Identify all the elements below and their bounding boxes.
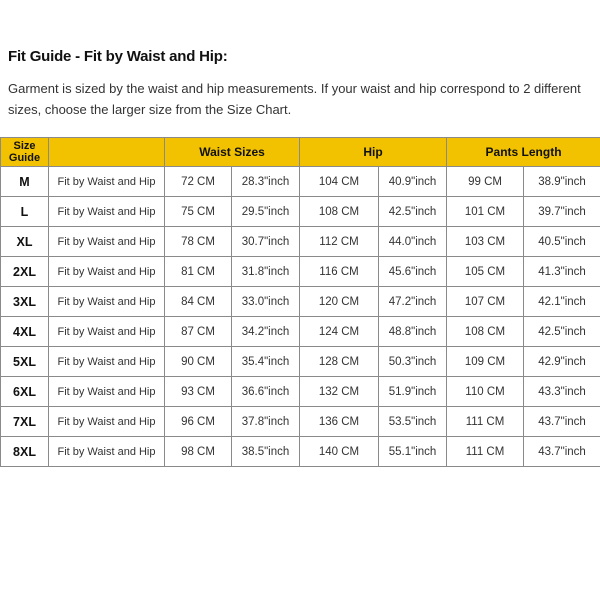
- fit-cell: Fit by Waist and Hip: [49, 347, 165, 377]
- waist-inch-cell: 38.5"inch: [232, 437, 300, 467]
- waist-cm-cell: 78 CM: [165, 227, 232, 257]
- size-cell: 6XL: [1, 377, 49, 407]
- hip-cm-cell: 140 CM: [300, 437, 379, 467]
- hip-cm-cell: 116 CM: [300, 257, 379, 287]
- waist-inch-cell: 34.2"inch: [232, 317, 300, 347]
- table-header-row: [1, 138, 600, 167]
- hip-cm-cell: 112 CM: [300, 227, 379, 257]
- fit-guide-intro: Garment is sized by the waist and hip measurements. If your waist and hip correspond to 2 different sizes, choose the larger size from the Size Chart.: [8, 81, 581, 117]
- length-cm-cell: 107 CM: [447, 287, 524, 317]
- waist-inch-cell: 29.5"inch: [232, 197, 300, 227]
- hip-cm-cell: 128 CM: [300, 347, 379, 377]
- hip-inch-cell: 51.9"inch: [379, 377, 447, 407]
- table-row: [1, 227, 600, 257]
- length-inch-cell: 42.9"inch: [524, 347, 600, 377]
- length-inch-cell: 43.7"inch: [524, 437, 600, 467]
- header-pants-length: Pants Length: [447, 138, 600, 167]
- size-cell: 8XL: [1, 437, 49, 467]
- size-cell: 3XL: [1, 287, 49, 317]
- hip-inch-cell: 47.2"inch: [379, 287, 447, 317]
- waist-inch-cell: 35.4"inch: [232, 347, 300, 377]
- hip-inch-cell: 48.8"inch: [379, 317, 447, 347]
- hip-inch-cell: 53.5"inch: [379, 407, 447, 437]
- waist-cm-cell: 84 CM: [165, 287, 232, 317]
- length-cm-cell: 108 CM: [447, 317, 524, 347]
- waist-inch-cell: 30.7"inch: [232, 227, 300, 257]
- size-cell: M: [1, 167, 49, 197]
- length-cm-cell: 101 CM: [447, 197, 524, 227]
- waist-cm-cell: 75 CM: [165, 197, 232, 227]
- size-cell: 4XL: [1, 317, 49, 347]
- table-body: [1, 167, 600, 467]
- length-inch-cell: 41.3"inch: [524, 257, 600, 287]
- hip-inch-cell: 50.3"inch: [379, 347, 447, 377]
- size-cell: XL: [1, 227, 49, 257]
- hip-cm-cell: 104 CM: [300, 167, 379, 197]
- length-inch-cell: 43.7"inch: [524, 407, 600, 437]
- hip-cm-cell: 132 CM: [300, 377, 379, 407]
- waist-cm-cell: 81 CM: [165, 257, 232, 287]
- hip-inch-cell: 44.0"inch: [379, 227, 447, 257]
- waist-inch-cell: 37.8"inch: [232, 407, 300, 437]
- fit-cell: Fit by Waist and Hip: [49, 287, 165, 317]
- length-cm-cell: 105 CM: [447, 257, 524, 287]
- header-fit-blank: [49, 138, 165, 167]
- table-row: [1, 347, 600, 377]
- fit-cell: Fit by Waist and Hip: [49, 437, 165, 467]
- hip-cm-cell: 108 CM: [300, 197, 379, 227]
- size-chart-table: [0, 137, 600, 467]
- hip-inch-cell: 45.6"inch: [379, 257, 447, 287]
- length-cm-cell: 110 CM: [447, 377, 524, 407]
- fit-guide-title: Fit Guide - Fit by Waist and Hip:: [8, 48, 228, 65]
- waist-cm-cell: 90 CM: [165, 347, 232, 377]
- fit-cell: Fit by Waist and Hip: [49, 407, 165, 437]
- waist-inch-cell: 31.8"inch: [232, 257, 300, 287]
- size-cell: 2XL: [1, 257, 49, 287]
- table-row: [1, 257, 600, 287]
- length-inch-cell: 39.7"inch: [524, 197, 600, 227]
- waist-cm-cell: 87 CM: [165, 317, 232, 347]
- waist-cm-cell: 96 CM: [165, 407, 232, 437]
- waist-cm-cell: 93 CM: [165, 377, 232, 407]
- length-cm-cell: 99 CM: [447, 167, 524, 197]
- fit-cell: Fit by Waist and Hip: [49, 197, 165, 227]
- header-size-guide: Size Guide: [1, 138, 49, 167]
- size-cell: 5XL: [1, 347, 49, 377]
- waist-inch-cell: 36.6"inch: [232, 377, 300, 407]
- length-cm-cell: 111 CM: [447, 407, 524, 437]
- header-hip: Hip: [300, 138, 447, 167]
- fit-cell: Fit by Waist and Hip: [49, 227, 165, 257]
- waist-cm-cell: 98 CM: [165, 437, 232, 467]
- length-inch-cell: 40.5"inch: [524, 227, 600, 257]
- size-cell: 7XL: [1, 407, 49, 437]
- waist-cm-cell: 72 CM: [165, 167, 232, 197]
- hip-inch-cell: 42.5"inch: [379, 197, 447, 227]
- hip-cm-cell: 120 CM: [300, 287, 379, 317]
- header-waist-sizes: Waist Sizes: [165, 138, 300, 167]
- table-row: [1, 197, 600, 227]
- table-row: [1, 287, 600, 317]
- size-cell: L: [1, 197, 49, 227]
- table-row: [1, 377, 600, 407]
- length-cm-cell: 109 CM: [447, 347, 524, 377]
- table-row: [1, 437, 600, 467]
- fit-cell: Fit by Waist and Hip: [49, 257, 165, 287]
- length-inch-cell: 42.5"inch: [524, 317, 600, 347]
- length-inch-cell: 38.9"inch: [524, 167, 600, 197]
- table-row: [1, 167, 600, 197]
- hip-cm-cell: 124 CM: [300, 317, 379, 347]
- hip-cm-cell: 136 CM: [300, 407, 379, 437]
- length-cm-cell: 103 CM: [447, 227, 524, 257]
- table-row: [1, 407, 600, 437]
- length-inch-cell: 42.1"inch: [524, 287, 600, 317]
- table-row: [1, 317, 600, 347]
- hip-inch-cell: 55.1"inch: [379, 437, 447, 467]
- length-cm-cell: 111 CM: [447, 437, 524, 467]
- fit-cell: Fit by Waist and Hip: [49, 167, 165, 197]
- length-inch-cell: 43.3"inch: [524, 377, 600, 407]
- waist-inch-cell: 33.0"inch: [232, 287, 300, 317]
- fit-cell: Fit by Waist and Hip: [49, 377, 165, 407]
- waist-inch-cell: 28.3"inch: [232, 167, 300, 197]
- hip-inch-cell: 40.9"inch: [379, 167, 447, 197]
- fit-cell: Fit by Waist and Hip: [49, 317, 165, 347]
